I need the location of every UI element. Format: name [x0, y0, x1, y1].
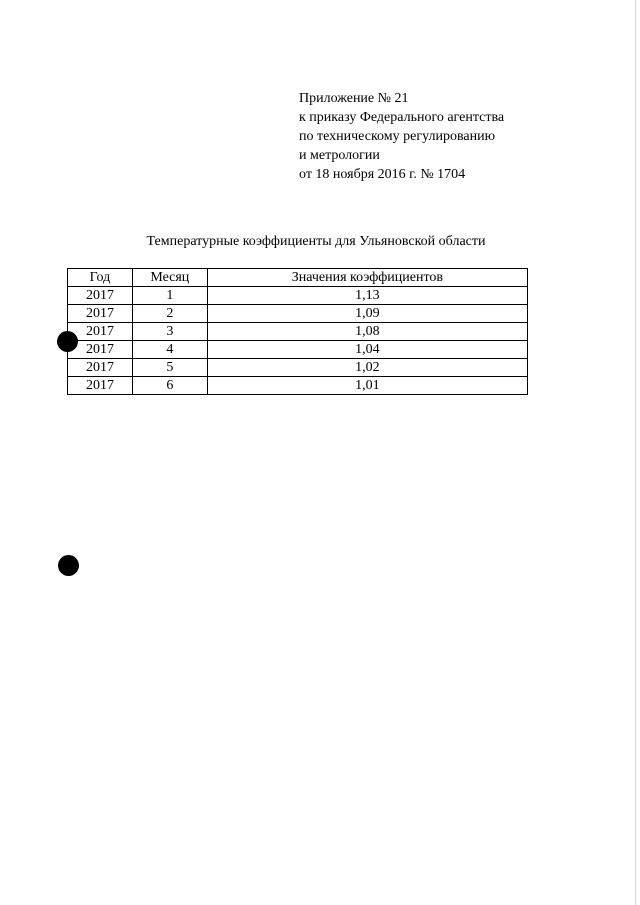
header-line-order: к приказу Федерального агентства: [299, 110, 505, 125]
table-row: [68, 359, 528, 377]
cell-value: 1,09: [207, 305, 527, 323]
punch-hole-mark: [58, 555, 79, 576]
document-title-text: Температурные коэффициенты для Ульяновской области: [146, 234, 486, 249]
cell-month: 6: [132, 377, 207, 395]
column-header-month: Месяц: [132, 269, 207, 287]
cell-value: 1,02: [207, 359, 527, 377]
cell-month: 4: [132, 341, 207, 359]
cell-year: 2017: [68, 341, 133, 359]
cell-value: 1,13: [207, 287, 527, 305]
table-header-row: [68, 269, 528, 287]
header-line-appendix: Приложение № 21: [299, 91, 409, 106]
cell-year: 2017: [68, 359, 133, 377]
cell-month: 2: [132, 305, 207, 323]
document-header: [299, 89, 504, 184]
cell-month: 5: [132, 359, 207, 377]
table-row: [68, 341, 528, 359]
cell-year: 2017: [68, 323, 133, 341]
header-line-date: от 18 ноября 2016 г. № 1704: [299, 167, 466, 182]
table-row: [68, 305, 528, 323]
punch-hole-mark: [57, 331, 78, 352]
coefficients-table: [67, 268, 528, 395]
cell-year: 2017: [68, 305, 133, 323]
cell-value: 1,01: [207, 377, 527, 395]
table-row: [68, 323, 528, 341]
table-row: [68, 377, 528, 395]
cell-value: 1,04: [207, 341, 527, 359]
column-header-value: Значения коэффициентов: [207, 269, 527, 287]
table-row: [68, 287, 528, 305]
cell-month: 1: [132, 287, 207, 305]
cell-year: 2017: [68, 287, 133, 305]
header-line-regulation: по техническому регулированию: [299, 129, 496, 144]
cell-value: 1,08: [207, 323, 527, 341]
page-edge: [635, 0, 636, 905]
column-header-year: Год: [68, 269, 133, 287]
header-line-metrology: и метрологии: [299, 148, 380, 163]
document-title: [0, 233, 640, 251]
cell-month: 3: [132, 323, 207, 341]
cell-year: 2017: [68, 377, 133, 395]
